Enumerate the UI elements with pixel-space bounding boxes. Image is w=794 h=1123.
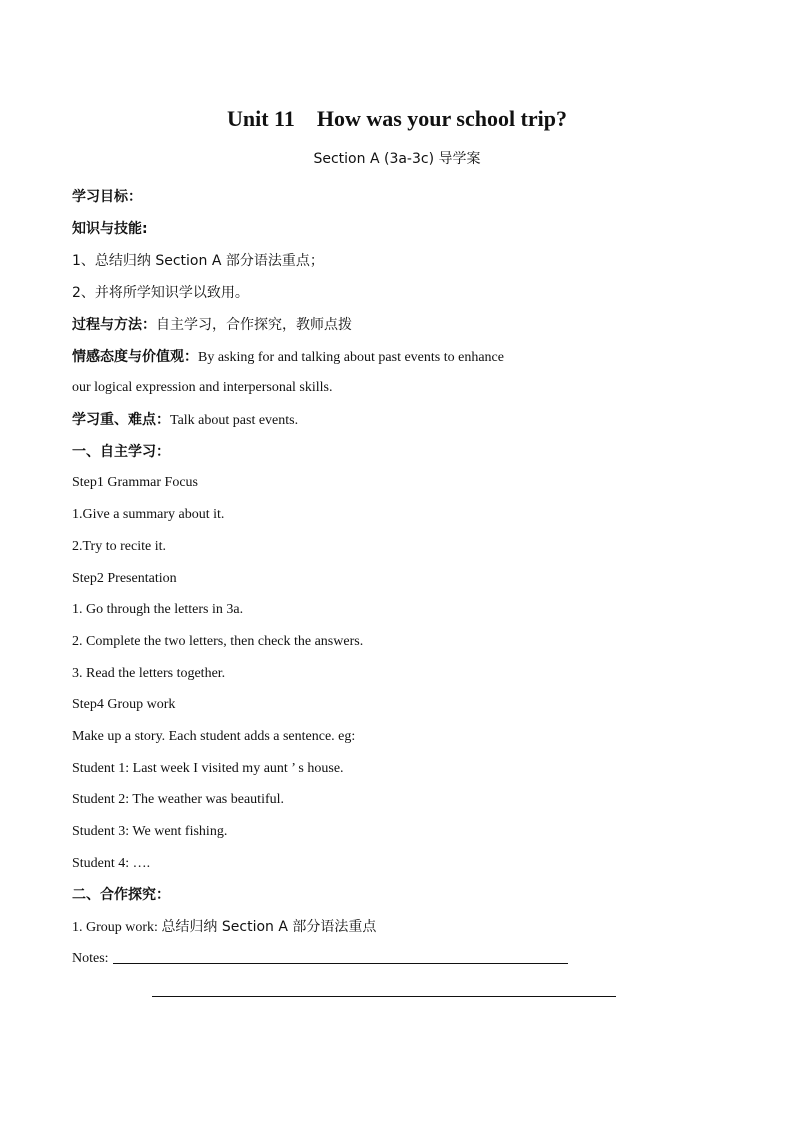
process-line xyxy=(72,315,352,336)
section1-line: 3. Read the letters together. xyxy=(72,666,226,681)
emotion-line xyxy=(72,347,504,368)
section1-line: Student 1: Last week I visited my aunt ’ s house. xyxy=(72,761,344,776)
section1-line: 2.Try to recite it. xyxy=(72,539,166,554)
process-label: 过程与方法： xyxy=(72,317,156,333)
section1-line: Make up a story. Each student adds a sentence. eg: xyxy=(72,729,356,744)
section1-heading: 一、自主学习： xyxy=(72,444,170,460)
objectives-heading: 学习目标： xyxy=(72,189,142,205)
section1-line: Step1 Grammar Focus xyxy=(72,475,198,490)
section1-line: Step4 Group work xyxy=(72,697,176,712)
section2-heading: 二、合作探究： xyxy=(72,887,170,903)
key-label: 学习重、难点： xyxy=(72,412,170,428)
key-line xyxy=(72,410,298,431)
notes-blank-line-1[interactable] xyxy=(113,963,568,964)
group-work-line xyxy=(72,917,376,938)
notes-blank-line-2[interactable] xyxy=(152,996,616,997)
section1-line: Student 2: The weather was beautiful. xyxy=(72,792,285,807)
emotion-label: 情感态度与价值观： xyxy=(72,349,198,365)
section1-line: Student 4: …. xyxy=(72,856,151,871)
knowledge-label: 知识与技能: xyxy=(72,221,148,237)
key-text: Talk about past events. xyxy=(170,413,299,428)
section1-line: 1. Go through the letters in 3a. xyxy=(72,602,244,617)
section1-line: 2. Complete the two letters, then check the answers. xyxy=(72,634,364,649)
knowledge-item-2: 2、并将所学知识学以致用。 xyxy=(72,285,249,301)
group-work-prefix: 1. Group work: xyxy=(72,920,162,935)
section1-line: 1.Give a summary about it. xyxy=(72,507,225,522)
knowledge-item-1: 1、总结归纳 Section A 部分语法重点； xyxy=(72,253,324,269)
page-subtitle: Section A (3a-3c) 导学案 xyxy=(313,151,481,167)
process-text: 自主学习，合作探究，教师点拨 xyxy=(156,317,352,333)
notes-label: Notes: xyxy=(72,951,109,966)
section1-line: Student 3: We went fishing. xyxy=(72,824,228,839)
emotion-text-1: By asking for and talking about past events to enhance xyxy=(198,350,504,365)
group-work-text: 总结归纳 Section A 部分语法重点 xyxy=(161,919,377,935)
section1-line: Step2 Presentation xyxy=(72,571,177,586)
emotion-text-2: our logical expression and interpersonal skills. xyxy=(72,380,333,395)
page-title: Unit 11 How was your school trip? xyxy=(226,106,567,131)
